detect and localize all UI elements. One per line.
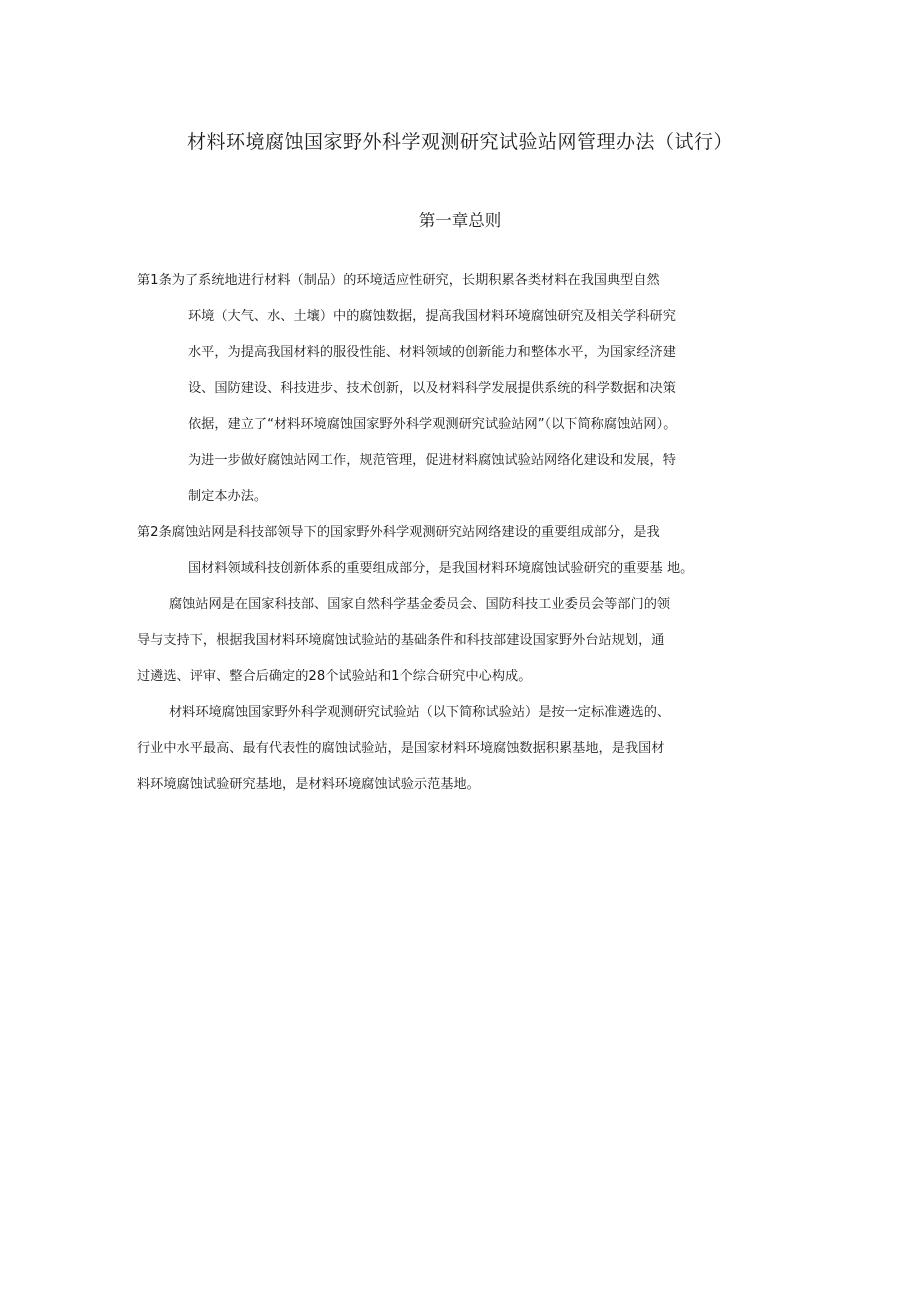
paragraph-3-line-1: 腐蚀站网是在国家科技部、国家自然科学基金委员会、国防科技工业委员会等部门的领: [169, 597, 671, 612]
article-1-line-2: 环境（大气、水、土壤）中的腐蚀数据，提高我国材料环境腐蚀研究及相关学科研究: [188, 309, 676, 324]
article-2-line-2: 国材料领域科技创新体系的重要组成部分，是我国材料环境腐蚀试验研究的重要基 地。: [188, 561, 694, 576]
article-1-line-7: 制定本办法。: [188, 489, 268, 504]
article-1-line-1: 第1条为了系统地进行材料（制品）的环境适应性研究，长期积累各类材料在我国典型自然: [137, 273, 660, 288]
paragraph-3-line-2: 导与支持下，根据我国材料环境腐蚀试验站的基础条件和科技部建设国家野外台站规划，通: [137, 633, 665, 648]
paragraph-4-line-2: 行业中水平最高、最有代表性的腐蚀试验站，是国家材料环境腐蚀数据积累基地，是我国材: [137, 741, 665, 756]
paragraph-4-line-3: 料环境腐蚀试验研究基地，是材料环境腐蚀试验示范基地。: [137, 777, 480, 792]
article-1-line-4: 设、国防建设、科技进步、技术创新，以及材料科学发展提供系统的科学数据和决策: [188, 381, 676, 396]
paragraph-3-line-3: 过遴选、评审、整合后确定的28个试验站和1个综合研究中心构成。: [137, 669, 532, 684]
article-2-line-1: 第2条腐蚀站网是科技部领导下的国家野外科学观测研究站网络建设的重要组成部分，是我: [137, 525, 660, 540]
article-1-line-3: 水平，为提高我国材料的服役性能、材料领域的创新能力和整体水平，为国家经济建: [188, 345, 676, 360]
article-1-line-5: 依据，建立了“材料环境腐蚀国家野外科学观测研究试验站网”（以下简称腐蚀站网）。: [188, 417, 677, 432]
document-title: 材料环境腐蚀国家野外科学观测研究试验站网管理办法（试行）: [186, 131, 733, 153]
paragraph-4-line-1: 材料环境腐蚀国家野外科学观测研究试验站（以下简称试验站）是按一定标准遴选的、: [169, 705, 671, 720]
chapter-heading: 第一章总则: [418, 211, 502, 230]
article-1-line-6: 为进一步做好腐蚀站网工作，规范管理，促进材料腐蚀试验站网络化建设和发展，特: [188, 453, 676, 468]
